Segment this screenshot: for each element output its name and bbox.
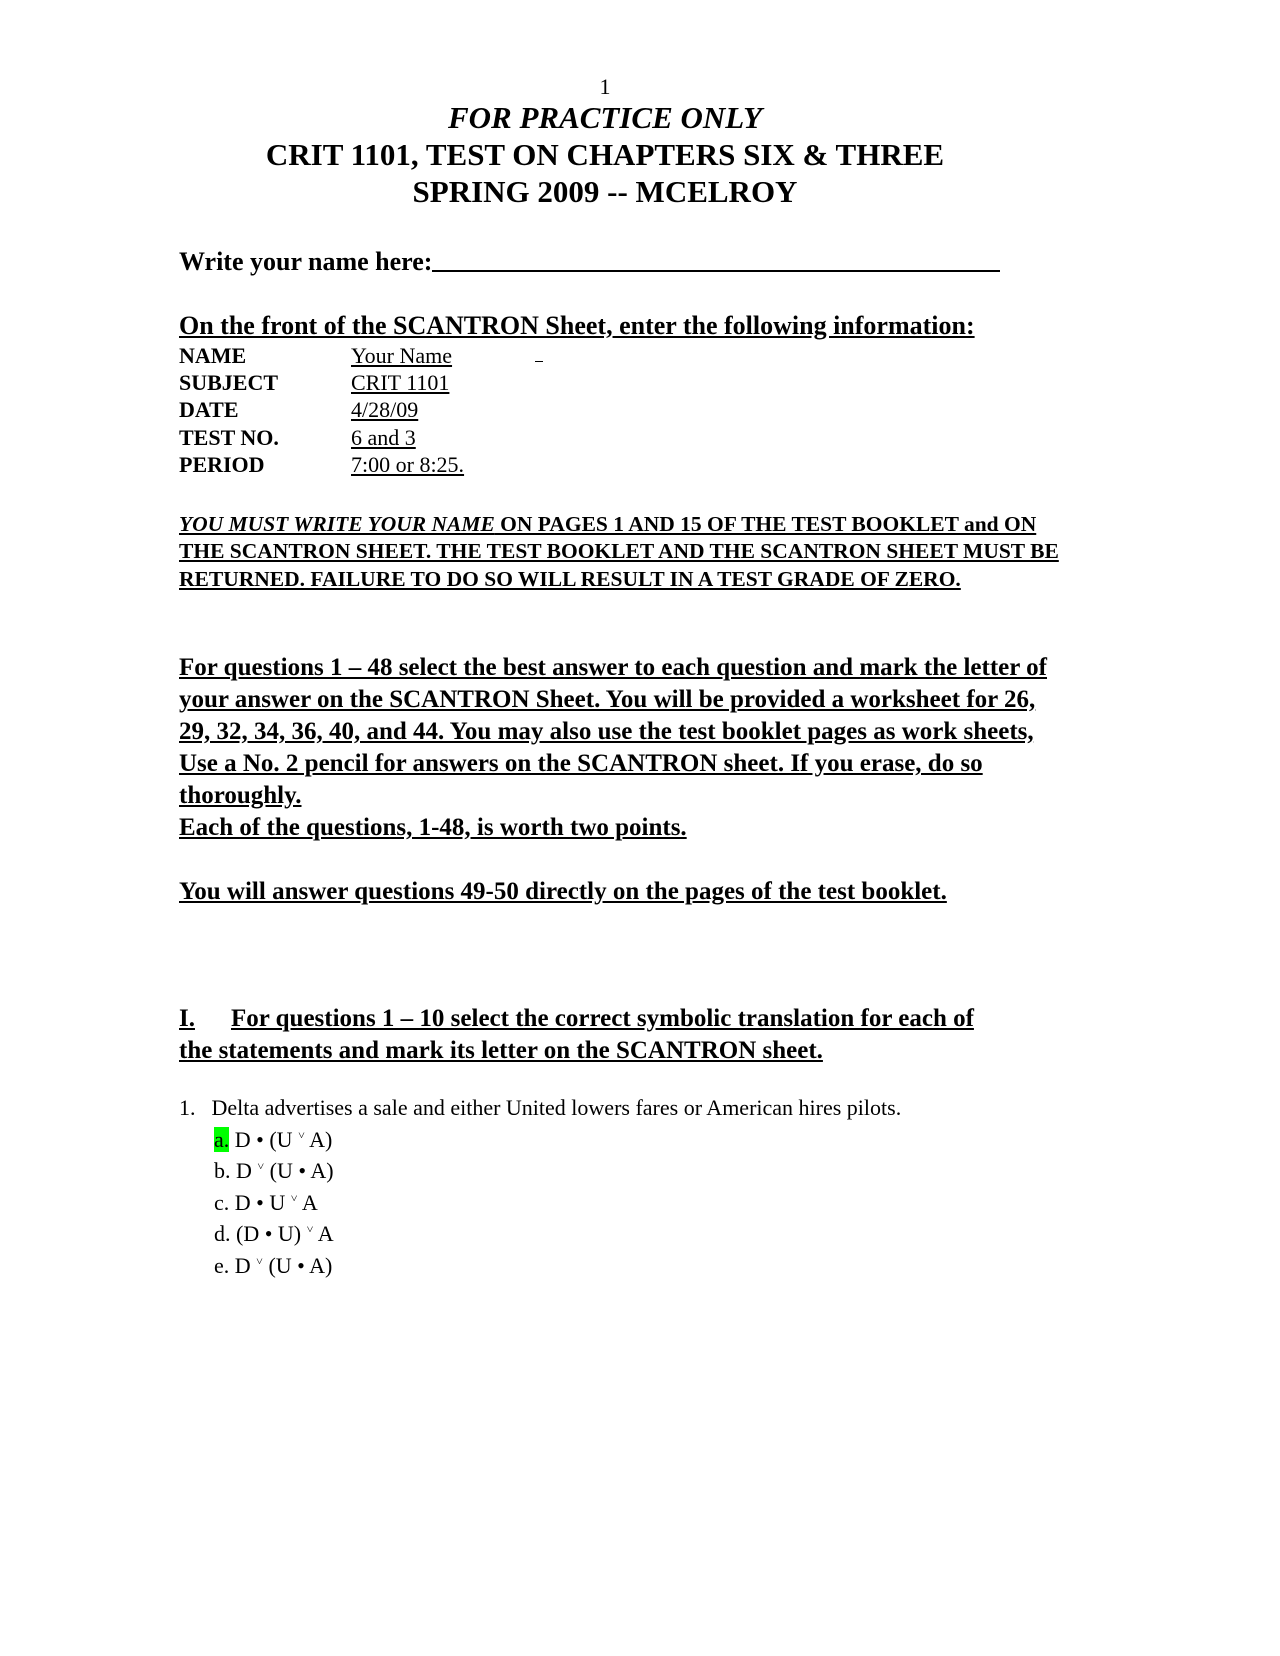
name-label: Write your name here: <box>179 247 433 276</box>
field-label: TEST NO. <box>179 425 279 450</box>
question-number: 1. <box>179 1095 196 1120</box>
field-label: DATE <box>179 397 239 422</box>
option-d[interactable] <box>179 1216 901 1248</box>
option-formula: A) <box>304 1126 333 1152</box>
wedge-symbol: ˅ <box>306 1222 314 1236</box>
option-letter: b. <box>214 1158 231 1183</box>
field-value: 4/28/09 <box>351 397 419 422</box>
option-c[interactable] <box>179 1185 901 1217</box>
course-title: CRIT 1101, TEST ON CHAPTERS SIX & THREE <box>265 137 945 172</box>
field-value: 7:00 or 8:25. <box>351 452 465 477</box>
question-text: Delta advertises a sale and either United lowers fares or American hires pilots. <box>211 1095 902 1120</box>
section-heading <box>179 1003 1009 1067</box>
practice-title: FOR PRACTICE ONLY <box>447 100 763 135</box>
field-value: Your Name <box>351 343 453 368</box>
option-formula: D <box>234 1252 257 1278</box>
section-numeral: I. <box>179 1005 195 1032</box>
option-formula: D • U <box>234 1189 291 1215</box>
field-label: SUBJECT <box>179 370 279 395</box>
instructions-main: For questions 1 – 48 select the best answer to each question and mark the letter of your answer on the SCANTRON Sheet. You will be provided a worksheet for 26, 29, 32, 34, 36, 40, and 44. You may also use the test booklet pages as work sheets, Use a No. 2 pencil for answers on the SCANTRON sheet. If you erase, do so thoroughly. <box>179 654 1047 809</box>
warning-emphasis: YOU MUST WRITE YOUR NAME <box>179 512 495 536</box>
option-e[interactable] <box>179 1248 901 1280</box>
name-blank[interactable] <box>432 270 1000 272</box>
field-label: NAME <box>179 343 247 368</box>
warning-text: ON PAGES 1 AND 15 OF THE TEST BOOKLET and ON THE SCANTRON SHEET. THE TEST BOOKLET AND THE SCANTRON SHEET MUST BE RETURNED. FAILURE TO DO SO WILL RESULT IN A TEST GRADE OF ZERO. <box>179 512 1059 591</box>
wedge-symbol: ˅ <box>257 1159 265 1173</box>
stray-underline <box>535 347 543 362</box>
option-letter: e. <box>214 1252 230 1278</box>
option-letter: c. <box>214 1189 230 1215</box>
field-label: PERIOD <box>179 452 265 477</box>
option-formula: A <box>313 1221 334 1246</box>
scantron-heading: On the front of the SCANTRON Sheet, enter the following information: <box>179 311 975 340</box>
warning-notice <box>179 511 1059 593</box>
question-1 <box>179 1094 901 1279</box>
page-number: 1 <box>599 74 611 99</box>
option-a[interactable] <box>179 1122 901 1154</box>
option-letter: a. <box>214 1126 230 1152</box>
wedge-symbol: ˅ <box>298 1127 305 1142</box>
instructions-booklet: You will answer questions 49-50 directly on the pages of the test booklet. <box>179 878 947 905</box>
instructions-points: Each of the questions, 1-48, is worth two points. <box>179 814 687 841</box>
name-prompt <box>179 247 1000 277</box>
option-formula: (D • U) <box>236 1221 307 1246</box>
field-value: CRIT 1101 <box>351 370 450 395</box>
option-formula: D • (U <box>234 1126 299 1152</box>
field-value: 6 and 3 <box>351 425 416 450</box>
option-b[interactable] <box>179 1153 901 1185</box>
wedge-symbol: ˅ <box>256 1253 263 1268</box>
option-formula: (U • A) <box>264 1158 334 1183</box>
option-letter: d. <box>214 1221 231 1246</box>
section-text: For questions 1 – 10 select the correct symbolic translation for each of the statements and mark its letter on the SCANTRON sheet. <box>179 1005 974 1064</box>
wedge-symbol: ˅ <box>290 1190 298 1205</box>
option-formula: (U • A) <box>262 1252 333 1278</box>
option-formula: D <box>236 1158 258 1183</box>
term-title: SPRING 2009 -- MCELROY <box>412 174 798 209</box>
option-formula: A <box>297 1189 318 1215</box>
